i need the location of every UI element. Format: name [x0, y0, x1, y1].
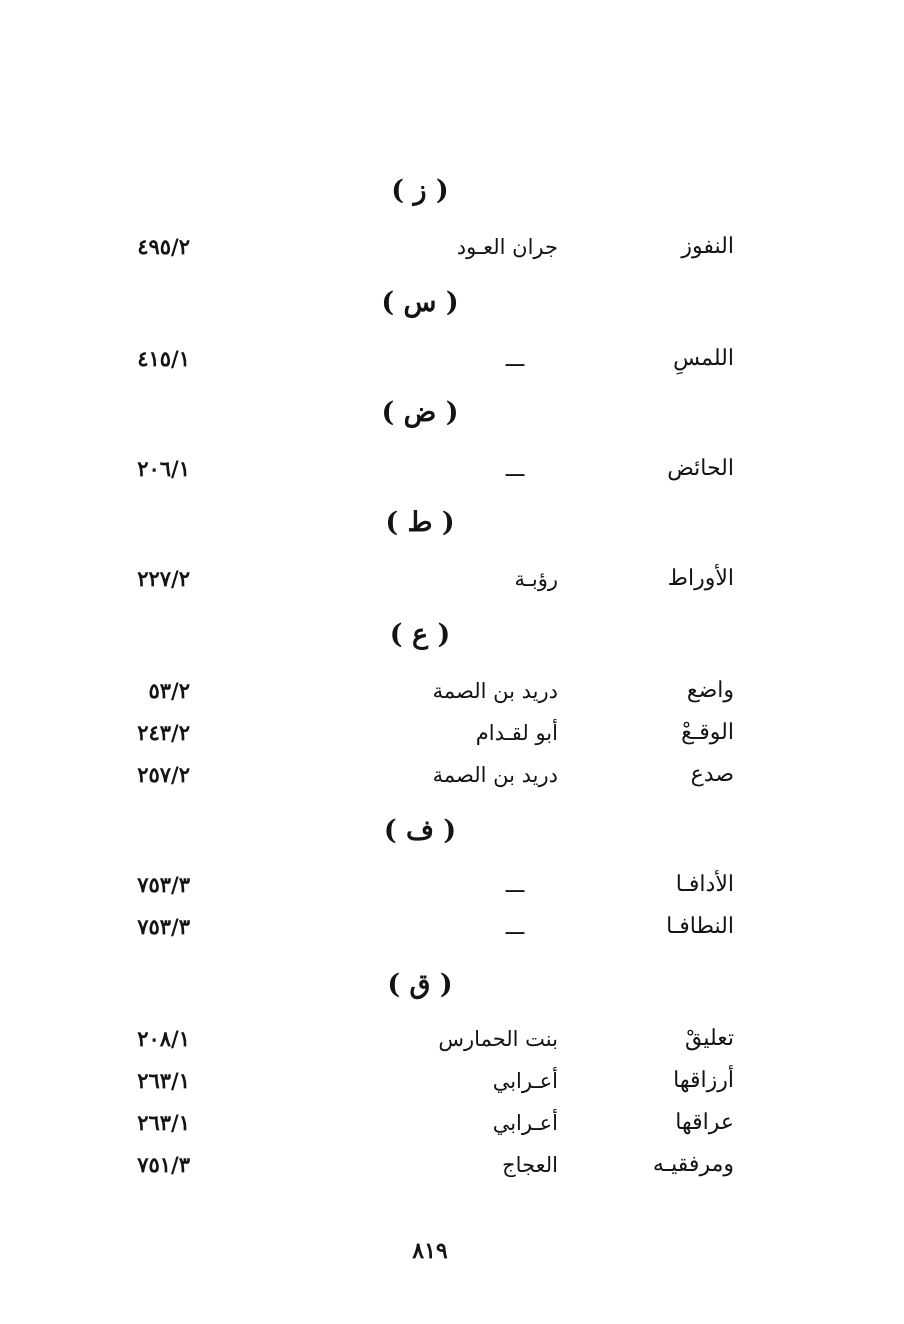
rhyme-word: تعليقْ	[684, 1026, 734, 1051]
poet-name: أعـرابي	[492, 1111, 558, 1135]
index-entry	[90, 228, 740, 266]
rhyme-word: عراقها	[675, 1110, 734, 1135]
index-entry	[90, 1146, 740, 1184]
index-entry	[90, 866, 740, 904]
rhyme-word: الأدافـا	[675, 872, 734, 897]
section-heading-dad: ( ض )	[381, 397, 459, 428]
volume-page-reference: ٢٤٣/٢	[137, 720, 190, 745]
rhyme-word: أرزاقها	[673, 1068, 734, 1093]
rhyme-word: الحائض	[667, 456, 734, 481]
section-heading-ta: ( ط )	[385, 507, 455, 538]
poet-name-dash: ـــ	[505, 915, 525, 939]
index-entry	[90, 756, 740, 794]
poet-name: دريد بن الصمة	[432, 679, 558, 703]
rhyme-word: ومرفقيـه	[652, 1152, 734, 1177]
section-heading-ayn: ( ع )	[389, 619, 451, 650]
volume-page-reference: ٢٦٣/١	[137, 1110, 190, 1135]
volume-page-reference: ٢٦٣/١	[137, 1068, 190, 1093]
rhyme-word: صدع	[690, 762, 734, 787]
section-heading-zay: ( ز )	[391, 175, 449, 206]
index-entry	[90, 1104, 740, 1142]
rhyme-word: النطافـا	[666, 914, 734, 939]
poet-name: أبو لقـدام	[475, 721, 558, 745]
volume-page-reference: ٧٥١/٣	[137, 1152, 190, 1177]
poet-name-dash: ـــ	[505, 347, 525, 371]
index-entry	[90, 560, 740, 598]
index-entry	[90, 908, 740, 946]
volume-page-reference: ٧٥٣/٣	[137, 914, 190, 939]
poet-name-dash: ـــ	[505, 457, 525, 481]
poet-name: بنت الحمارس	[438, 1027, 558, 1051]
poet-name: العجاج	[502, 1153, 558, 1177]
section-heading-sin: ( س )	[381, 287, 459, 318]
poet-name: جران العـود	[456, 235, 558, 259]
index-entry	[90, 672, 740, 710]
volume-page-reference: ٤١٥/١	[137, 346, 190, 371]
index-entry	[90, 1020, 740, 1058]
volume-page-reference: ٢٥٧/٢	[137, 762, 190, 787]
rhyme-word: واضع	[686, 678, 734, 703]
poet-name: أعـرابي	[492, 1069, 558, 1093]
index-entry	[90, 1062, 740, 1100]
volume-page-reference: ٢٠٦/١	[137, 456, 190, 481]
section-heading-qaf: ( ق )	[387, 969, 453, 1000]
volume-page-reference: ٧٥٣/٣	[137, 872, 190, 897]
volume-page-reference: ٢٠٨/١	[137, 1026, 190, 1051]
volume-page-reference: ٤٩٥/٢	[137, 234, 190, 259]
index-entry	[90, 340, 740, 378]
volume-page-reference: ٢٢٧/٢	[137, 566, 190, 591]
volume-page-reference: ٥٣/٢	[148, 678, 190, 703]
rhyme-word: الوقـعْ	[681, 720, 734, 745]
poet-name: رؤبـة	[514, 567, 558, 591]
poet-name: دريد بن الصمة	[432, 763, 558, 787]
index-entry	[90, 450, 740, 488]
rhyme-word: النفوز	[681, 234, 734, 259]
section-heading-fa: ( ف )	[383, 815, 457, 846]
index-entry	[90, 714, 740, 752]
poet-name-dash: ـــ	[505, 873, 525, 897]
rhyme-word: الأوراط	[667, 566, 734, 591]
rhyme-word: اللمسِ	[673, 346, 734, 371]
page-number: ٨١٩	[412, 1238, 448, 1264]
